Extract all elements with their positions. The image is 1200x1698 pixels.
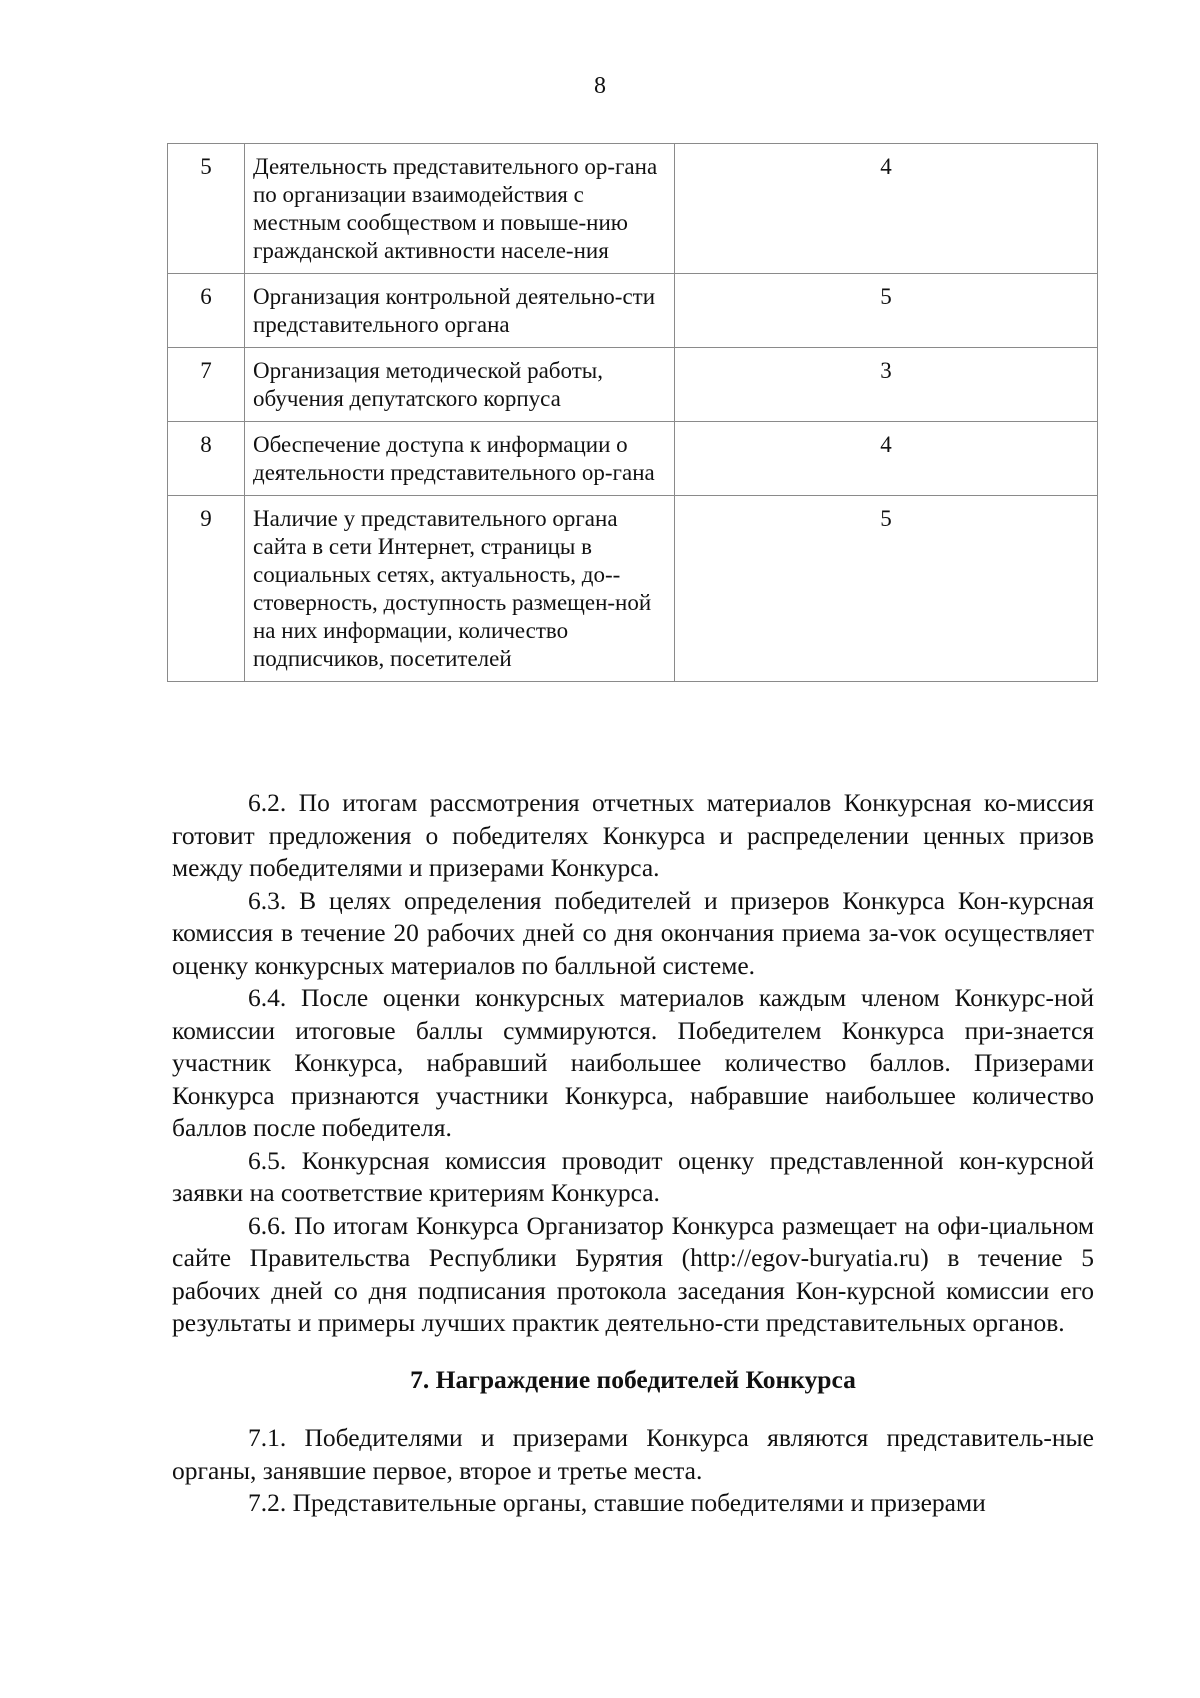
table-row [168, 496, 1098, 682]
criterion-score: 5 [675, 274, 1098, 348]
page-number: 8 [594, 73, 606, 99]
row-number: 7 [168, 348, 245, 422]
paragraph-6-6: 6.6. По итогам Конкурса Организатор Конкурса размещает на офи-циальном сайте Правительства Республики Бурятия (http://egov-buryatia.ru) в течение 5 рабочих дней со дня подписания протокола заседания Кон-курсной комиссии его результаты и примеры лучших практик деятельно-сти представительных органов. [172, 1210, 1094, 1337]
section-heading: 7. Награждение победителей Конкурса [410, 1364, 856, 1394]
table-row [168, 422, 1098, 496]
criteria-table [167, 143, 1098, 682]
criterion-score: 3 [675, 348, 1098, 422]
table-row [168, 348, 1098, 422]
criterion-name: Организация контрольной деятельно-сти представительного органа [245, 274, 675, 348]
document-body [172, 787, 1094, 1520]
criterion-name: Обеспечение доступа к информации о деятельности представительного ор-гана [245, 422, 675, 496]
paragraph-7-1: 7.1. Победителями и призерами Конкурса являются представитель-ные органы, занявшие первое, второе и третье места. [172, 1423, 1094, 1485]
table-row [168, 274, 1098, 348]
paragraph-6-3: 6.3. В целях определения победителей и призеров Конкурса Кон-курсная комиссия в течение 20 рабочих дней со дня окончания приема за-vок осуществляет оценку конкурсных материалов по балльной системе. [172, 885, 1094, 980]
criterion-score: 4 [675, 144, 1098, 274]
row-number: 5 [168, 144, 245, 274]
criterion-score: 4 [675, 422, 1098, 496]
paragraph-6-2: 6.2. По итогам рассмотрения отчетных материалов Конкурсная ко-миссия готовит предложения о победителях Конкурса и распределении ценных призов между победителями и призерами Конкурса. [172, 788, 1094, 882]
row-number: 6 [168, 274, 245, 348]
paragraph-6-4: 6.4. После оценки конкурсных материалов каждым членом Конкурс-ной комиссии итоговые баллы суммируются. Победителем Конкурса при-знается участник Конкурса, набравший наибольшее количество баллов. Призерами Конкурса признаются участники Конкурса, набравшие наибольшее количество баллов после победителя. [172, 983, 1094, 1142]
row-number: 8 [168, 422, 245, 496]
criterion-name: Организация методической работы, обучения депутатского корпуса [245, 348, 675, 422]
table-row [168, 144, 1098, 274]
paragraph-6-5: 6.5. Конкурсная комиссия проводит оценку представленной кон-курсной заявки на соответствие критериям Конкурса. [172, 1145, 1094, 1207]
row-number: 9 [168, 496, 245, 682]
criterion-name: Наличие у представительного органа сайта в сети Интернет, страницы в социальных сетях, актуальность, до-стоверность, доступность размещен-ной на них информации, количество подписчиков, посетителей [245, 496, 675, 682]
criterion-score: 5 [675, 496, 1098, 682]
paragraph-7-2: 7.2. Представительные органы, ставшие победителями и призерами [248, 1488, 986, 1517]
criterion-name: Деятельность представительного ор-гана по организации взаимодействия с местным сообществом и повыше-нию гражданской активности населе-ния [245, 144, 675, 274]
